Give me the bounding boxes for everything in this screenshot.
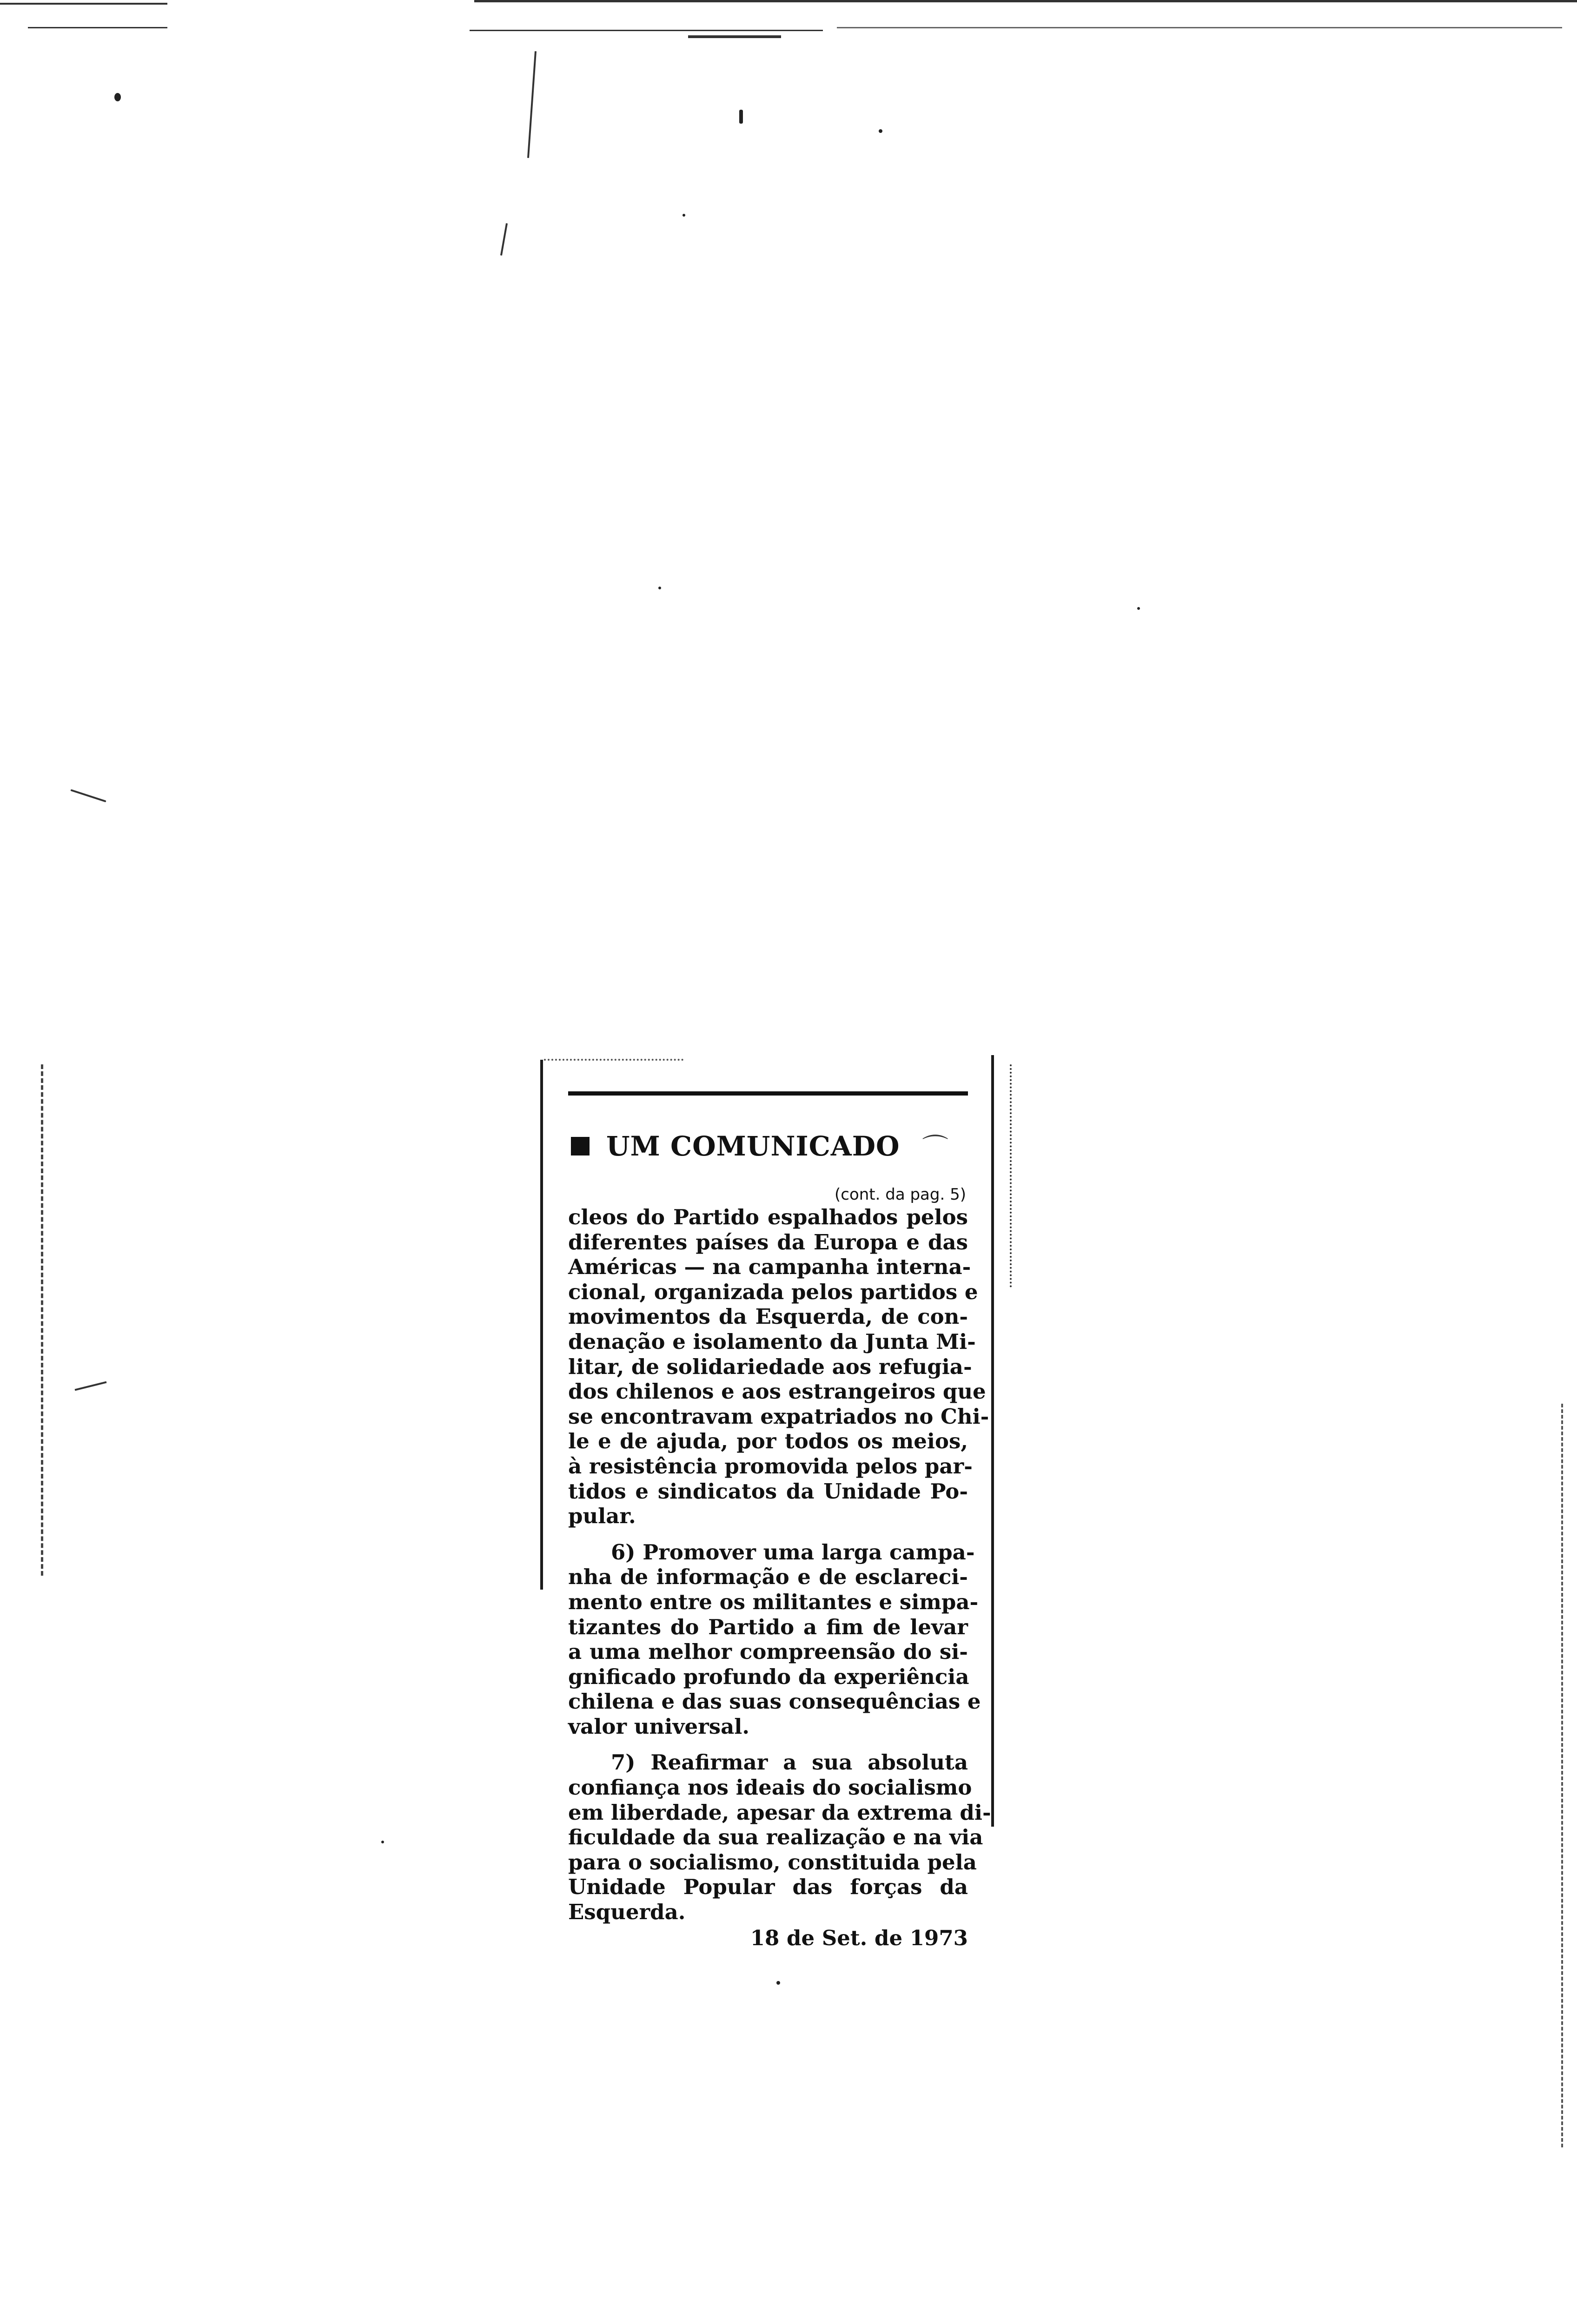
text-line: mento entre os militantes e simpa- [568, 1589, 979, 1614]
speck [682, 214, 685, 217]
text-line: Américas — na campanha interna- [568, 1254, 971, 1280]
continued-note: (cont. da pag. 5) [835, 1185, 966, 1204]
speck [739, 110, 743, 124]
text-line: pular. [568, 1504, 636, 1529]
text-line: se encontravam expatriados no Chi- [568, 1404, 989, 1429]
text-line: diferentes países da Europa e das [568, 1229, 968, 1254]
text-line: chilena e das suas consequências e [568, 1689, 981, 1714]
clipping-right-border [991, 1055, 994, 1827]
article-body [568, 1205, 991, 1925]
text-line: dos chilenos e aos estrangeiros que [568, 1379, 986, 1404]
speck [776, 1981, 780, 1985]
scan-streak [70, 789, 106, 803]
scan-streak [500, 223, 508, 256]
text-line: 6) Promover uma larga campa- [611, 1539, 975, 1565]
paragraph-3 [568, 1750, 991, 1925]
text-line: confiança nos ideais do socialismo [568, 1775, 972, 1800]
text-line: em liberdade, apesar da extrema di- [568, 1800, 991, 1825]
text-line: movimentos da Esquerda, de con- [568, 1304, 968, 1329]
text-line: ficuldade da sua realização e na via [568, 1825, 983, 1850]
text-line: para o socialismo, constituida pela [568, 1849, 977, 1875]
scan-streak [474, 0, 1577, 2]
paragraph-1 [568, 1205, 989, 1529]
scan-streak [28, 27, 167, 28]
scan-streak [688, 35, 781, 38]
scan-noise-top [0, 0, 1577, 42]
bullet-square-icon [571, 1137, 590, 1155]
heading-title: UM COMUNICADO [606, 1130, 900, 1162]
right-edge-mark [1561, 1404, 1565, 2147]
text-line: a uma melhor compreensão do si- [568, 1639, 968, 1664]
text-line: cional, organizada pelos partidos e [568, 1279, 978, 1304]
text-line: tidos e sindicatos da Unidade Po- [568, 1479, 968, 1504]
text-line: valor universal. [568, 1714, 750, 1739]
text-line: Unidade Popular das forças da [568, 1875, 968, 1900]
scan-streak [0, 3, 167, 5]
text-line: nha de informação e de esclareci- [568, 1565, 968, 1590]
clipping-top-edge [544, 1059, 683, 1063]
speck [381, 1841, 384, 1843]
dateline: 18 de Set. de 1973 [750, 1926, 968, 1950]
scan-streak [470, 30, 823, 31]
text-line: litar, de solidariedade aos refugia- [568, 1354, 972, 1379]
speck [658, 587, 661, 589]
clipping-left-border [540, 1060, 543, 1590]
clipping-right-edge [1010, 1064, 1016, 1287]
text-line: tizantes do Partido a fim de levar [568, 1614, 968, 1639]
text-line: le e de ajuda, por todos os meios, [568, 1429, 968, 1454]
paragraph-2 [568, 1539, 981, 1739]
left-edge-mark [41, 1064, 46, 1576]
text-line: à resistência promovida pelos par- [568, 1453, 973, 1479]
text-line: gnificado profundo da experiência [568, 1664, 969, 1689]
speck [114, 93, 121, 101]
speck [1137, 607, 1140, 610]
newspaper-clipping [540, 1055, 990, 1948]
text-line: cleos do Partido espalhados pelos [568, 1205, 968, 1229]
text-line: 7) Reafirmar a sua absoluta [611, 1750, 968, 1775]
text-line: Esquerda. [568, 1900, 686, 1925]
scan-streak [837, 27, 1562, 28]
heading-rule [568, 1091, 968, 1096]
handwritten-mark-icon: ⌒ [922, 1133, 948, 1163]
scan-streak [75, 1381, 107, 1391]
speck [879, 129, 882, 133]
scan-streak [527, 51, 537, 158]
text-line: denação e isolamento da Junta Mi- [568, 1329, 976, 1354]
article-heading [568, 1128, 968, 1165]
